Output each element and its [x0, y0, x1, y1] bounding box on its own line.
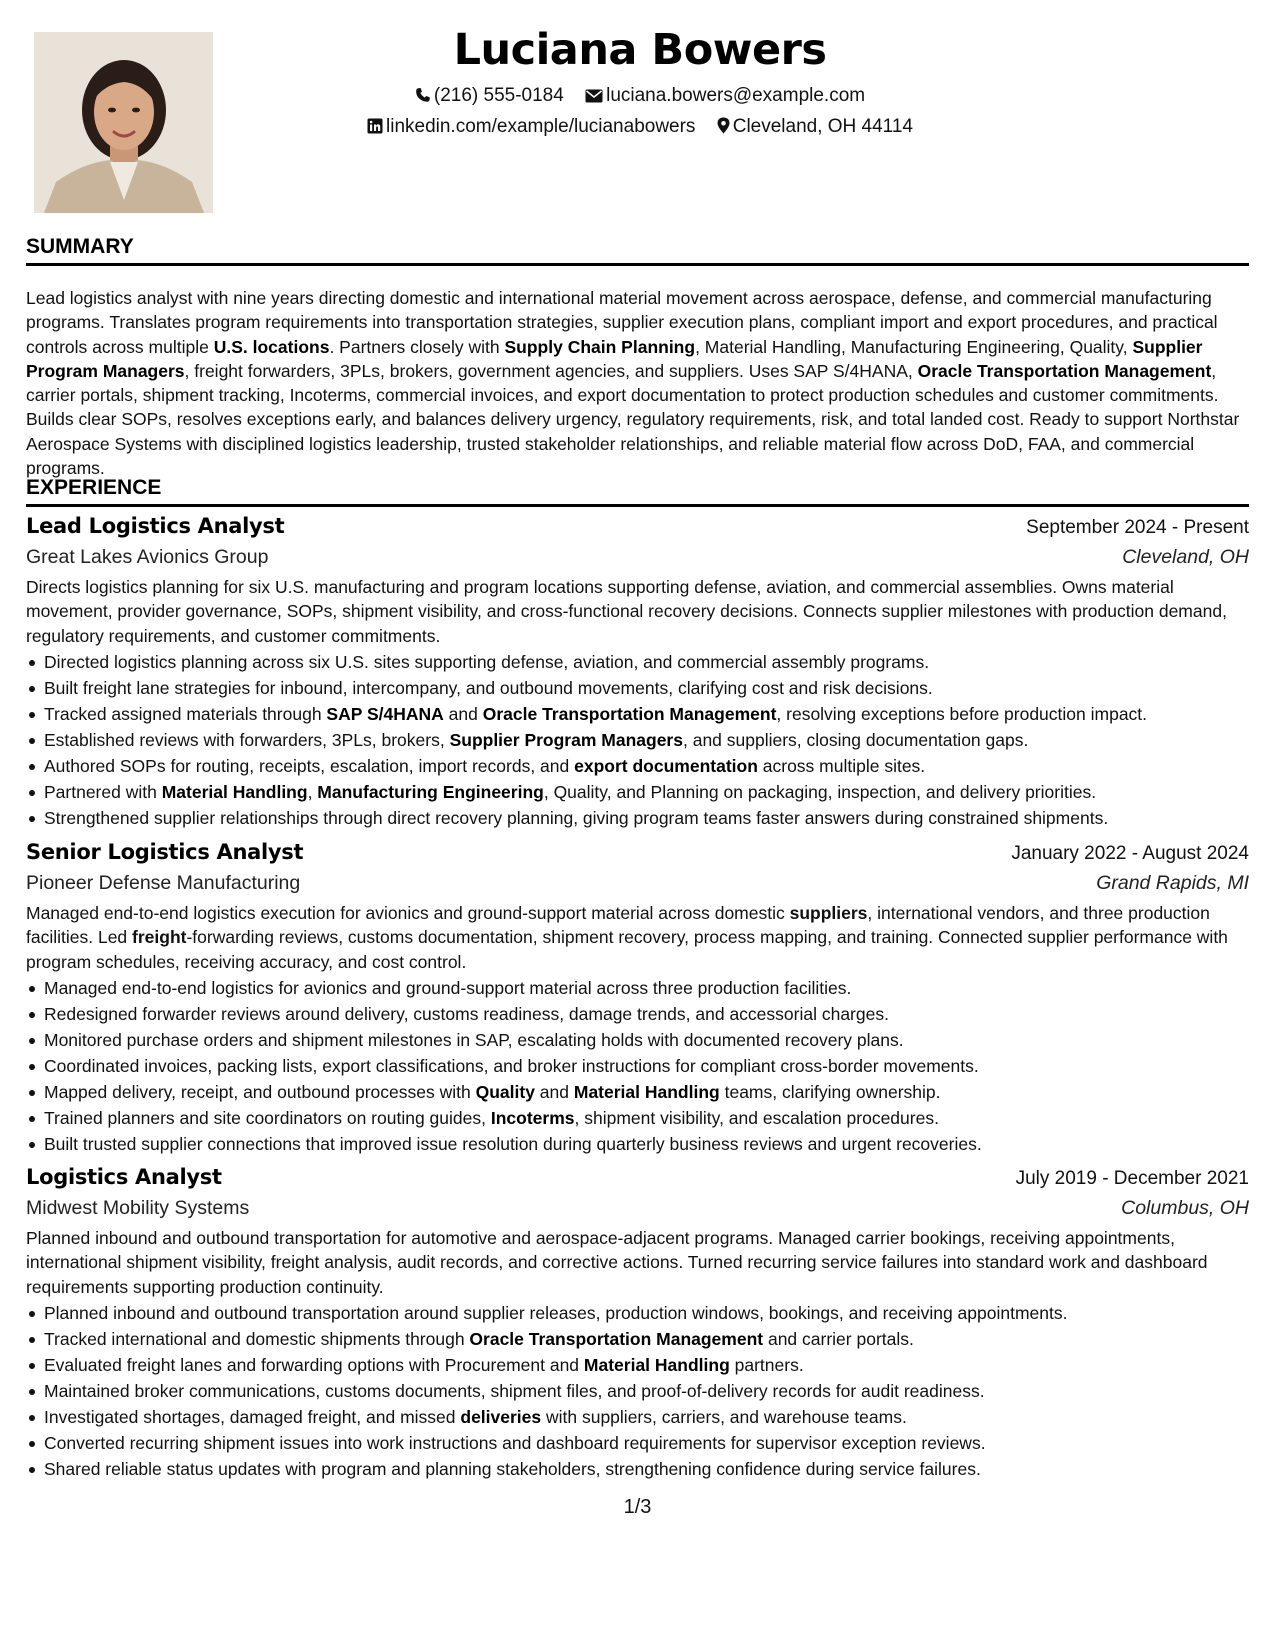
contact-phone: [415, 84, 564, 108]
text-run: with suppliers, carriers, and warehouse teams.: [541, 1406, 907, 1427]
bullet-item: [26, 1404, 1249, 1430]
text-run: ,: [307, 781, 318, 802]
bold-keyword: Incoterms: [490, 1107, 575, 1128]
contact-linkedin[interactable]: [367, 115, 695, 139]
job-title: Senior Logistics Analyst: [26, 840, 304, 864]
profile-photo: [34, 32, 213, 213]
text-run: Coordinated invoices, packing lists, export classifications, and broker instructions for compliant cross-border movements.: [44, 1055, 979, 1076]
bold-keyword: suppliers: [789, 903, 868, 923]
bullet-item: [26, 649, 1249, 675]
bullet-item: [26, 727, 1249, 753]
envelope-icon: [585, 89, 603, 103]
bold-keyword: U.S. locations: [213, 336, 330, 357]
text-run: Shared reliable status updates with program and planning stakeholders, strengthening confidence during service failures.: [44, 1458, 981, 1479]
text-run: Redesigned forwarder reviews around delivery, customs readiness, damage trends, and accessorial charges.: [44, 1003, 889, 1024]
bold-keyword: Supplier Program Managers: [26, 336, 1203, 381]
linkedin-icon: [367, 118, 383, 134]
text-run: , freight forwarders, 3PLs, brokers, government agencies, and suppliers. Uses SAP S/4HANA,: [184, 360, 918, 381]
bullet-item: [26, 1326, 1249, 1352]
job-company-row: [26, 542, 1249, 572]
text-run: Partnered with: [44, 781, 162, 802]
job-header-row: [26, 512, 1249, 542]
location-text: Cleveland, OH 44114: [732, 116, 913, 137]
text-run: partners.: [729, 1354, 804, 1375]
text-run: Tracked international and domestic shipments through: [44, 1328, 470, 1349]
bold-keyword: Quality: [475, 1081, 535, 1102]
bullet-item: [26, 1105, 1249, 1131]
bold-keyword: Oracle Transportation Management: [469, 1328, 764, 1349]
text-run: Managed end-to-end logistics execution for avionics and ground-support material across domestic: [26, 903, 790, 923]
email-text[interactable]: luciana.bowers@example.com: [606, 85, 866, 106]
job-header-row: [26, 1163, 1249, 1193]
job-bullets: [26, 975, 1249, 1157]
text-run: and: [443, 703, 483, 724]
bold-keyword: Material Handling: [583, 1354, 730, 1375]
bullet-item: [26, 1001, 1249, 1027]
text-run: Strengthened supplier relationships through direct recovery planning, giving program teams faster answers during constrained shipments.: [44, 807, 1109, 828]
bold-keyword: Material Handling: [161, 781, 308, 802]
resume-header: [230, 22, 1050, 139]
bold-keyword: Supply Chain Planning: [504, 336, 696, 357]
text-run: , international vendors, and three production facilities. Led: [26, 903, 1210, 948]
bullet-item: [26, 779, 1249, 805]
bullet-item: [26, 701, 1249, 727]
job-header-row: [26, 838, 1249, 868]
text-run: Planned inbound and outbound transportation for automotive and aerospace-adjacent programs. Managed carrier bookings, receiving appointments, international shipment visibility, freight analysis, audit records, and corrective actions. Turned recurring service failures into standard work and dashboard requirements supporting production continuity.: [26, 1228, 1208, 1297]
text-run: Directed logistics planning across six U.S. sites supporting defense, aviation, and commercial assembly programs.: [44, 651, 930, 672]
page-number: 1/3: [623, 1496, 652, 1518]
job-location: Columbus, OH: [1121, 1197, 1249, 1219]
job-company-row: [26, 1193, 1249, 1223]
job-dates: January 2022 - August 2024: [1011, 843, 1249, 864]
job-description: [26, 901, 1249, 974]
text-run: Directs logistics planning for six U.S. manufacturing and program locations supporting defense, aviation, and commercial assemblies. Owns material movement, provider governance, SOPs, shipment visibility, and cross-functional recovery decisions. Connects supplier milestones with production demand, regulatory requirements, and customer commitments.: [26, 577, 1227, 646]
text-run: across multiple sites.: [757, 755, 926, 776]
job-entry: [26, 1163, 1249, 1482]
job-dates: September 2024 - Present: [1026, 517, 1249, 538]
job-bullets: [26, 1300, 1249, 1482]
bullet-item: [26, 1131, 1249, 1157]
summary-text: [26, 286, 1249, 480]
text-run: and carrier portals.: [763, 1328, 914, 1349]
job-dates: July 2019 - December 2021: [1015, 1168, 1249, 1189]
bullet-item: [26, 1430, 1249, 1456]
bullet-item: [26, 1053, 1249, 1079]
bold-keyword: Manufacturing Engineering: [317, 781, 544, 802]
bullet-item: [26, 753, 1249, 779]
linkedin-text[interactable]: linkedin.com/example/lucianabowers: [386, 116, 696, 137]
text-run: Managed end-to-end logistics for avionics and ground-support material across three production facilities.: [44, 977, 852, 998]
text-run: Lead logistics analyst with nine years directing domestic and international material movement across aerospace, defense, and commercial manufacturing programs. Translates program requirements into transportation strategies, supplier execution plans, compliant import and export procedures, and practical controls across multiple: [26, 288, 1218, 357]
text-run: , carrier portals, shipment tracking, Incoterms, commercial invoices, and export documentation to protect production schedules and customer commitments. Builds clear SOPs, resolves exceptions early, and balances delivery urgency, regulatory requirements, risk, and total landed cost. Ready to support Northstar Aerospace Systems with disciplined logistics leadership, trusted stakeholder relationships, and reliable material flow across DoD, FAA, and commercial programs.: [26, 360, 1240, 479]
text-run: Maintained broker communications, customs documents, shipment files, and proof-of-delivery records for audit readiness.: [44, 1380, 985, 1401]
text-run: , and suppliers, closing documentation gaps.: [682, 729, 1029, 750]
text-run: Authored SOPs for routing, receipts, escalation, import records, and: [44, 755, 575, 776]
bold-keyword: Supplier Program Managers: [449, 729, 683, 750]
bold-keyword: export documentation: [574, 755, 758, 776]
contact-line-2: [230, 115, 1050, 139]
bold-keyword: SAP S/4HANA: [326, 703, 444, 724]
experience-heading: EXPERIENCE: [26, 475, 1249, 507]
job-entry: [26, 512, 1249, 831]
bullet-item: [26, 1456, 1249, 1482]
text-run: and: [534, 1081, 574, 1102]
job-location: Grand Rapids, MI: [1096, 872, 1249, 894]
job-title: Lead Logistics Analyst: [26, 514, 285, 538]
job-description: [26, 575, 1249, 648]
job-description: [26, 1226, 1249, 1299]
bullet-item: [26, 1378, 1249, 1404]
phone-text: (216) 555-0184: [433, 85, 564, 106]
text-run: , Quality, and Planning on packaging, inspection, and delivery priorities.: [543, 781, 1097, 802]
text-run: Planned inbound and outbound transportation around supplier releases, production windows, bookings, and receiving appointments.: [44, 1302, 1068, 1323]
bold-keyword: freight: [132, 927, 187, 948]
text-run: Built trusted supplier connections that improved issue resolution during quarterly business reviews and urgent recoveries.: [44, 1133, 982, 1154]
bullet-item: [26, 675, 1249, 701]
text-run: Tracked assigned materials through: [44, 703, 327, 724]
text-run: . Partners closely with: [329, 336, 505, 357]
job-company: Pioneer Defense Manufacturing: [26, 872, 301, 894]
job-company: Midwest Mobility Systems: [26, 1197, 250, 1219]
job-entry: [26, 838, 1249, 1157]
bullet-item: [26, 1027, 1249, 1053]
job-company: Great Lakes Avionics Group: [26, 546, 269, 568]
job-company-row: [26, 868, 1249, 898]
bold-keyword: Oracle Transportation Management: [482, 703, 777, 724]
text-run: Built freight lane strategies for inbound, intercompany, and outbound movements, clarifying cost and risk decisions.: [44, 677, 933, 698]
map-pin-icon: [717, 117, 730, 134]
contact-location: [717, 115, 913, 139]
text-run: , Material Handling, Manufacturing Engineering, Quality,: [695, 336, 1133, 357]
text-run: Monitored purchase orders and shipment milestones in SAP, escalating holds with documented recovery plans.: [44, 1029, 904, 1050]
job-title: Logistics Analyst: [26, 1165, 222, 1189]
bold-keyword: Material Handling: [573, 1081, 720, 1102]
text-run: Trained planners and site coordinators on routing guides,: [44, 1107, 491, 1128]
text-run: , resolving exceptions before production impact.: [776, 703, 1148, 724]
text-run: Evaluated freight lanes and forwarding options with Procurement and: [44, 1354, 584, 1375]
bullet-item: [26, 1079, 1249, 1105]
text-run: Investigated shortages, damaged freight, and missed: [44, 1406, 461, 1427]
text-run: Established reviews with forwarders, 3PLs, brokers,: [44, 729, 450, 750]
candidate-name: Luciana Bowers: [453, 25, 827, 75]
bullet-item: [26, 1300, 1249, 1326]
text-run: Mapped delivery, receipt, and outbound processes with: [44, 1081, 476, 1102]
contact-line-1: [230, 84, 1050, 108]
text-run: teams, clarifying ownership.: [719, 1081, 941, 1102]
contact-email[interactable]: [585, 84, 865, 108]
bold-keyword: deliveries: [460, 1406, 542, 1427]
bullet-item: [26, 1352, 1249, 1378]
text-run: , shipment visibility, and escalation procedures.: [574, 1107, 939, 1128]
bullet-item: [26, 805, 1249, 831]
text-run: Converted recurring shipment issues into work instructions and dashboard requirements for supervisor exception reviews.: [44, 1432, 986, 1453]
bold-keyword: Oracle Transportation Management: [917, 360, 1212, 381]
text-run: -forwarding reviews, customs documentation, shipment recovery, process mapping, and training. Connected supplier performance with program schedules, receiving accuracy, and cost control.: [26, 927, 1228, 972]
summary-heading: SUMMARY: [26, 234, 1249, 266]
phone-icon: [415, 87, 431, 103]
job-location: Cleveland, OH: [1122, 546, 1249, 568]
bullet-item: [26, 975, 1249, 1001]
job-bullets: [26, 649, 1249, 831]
